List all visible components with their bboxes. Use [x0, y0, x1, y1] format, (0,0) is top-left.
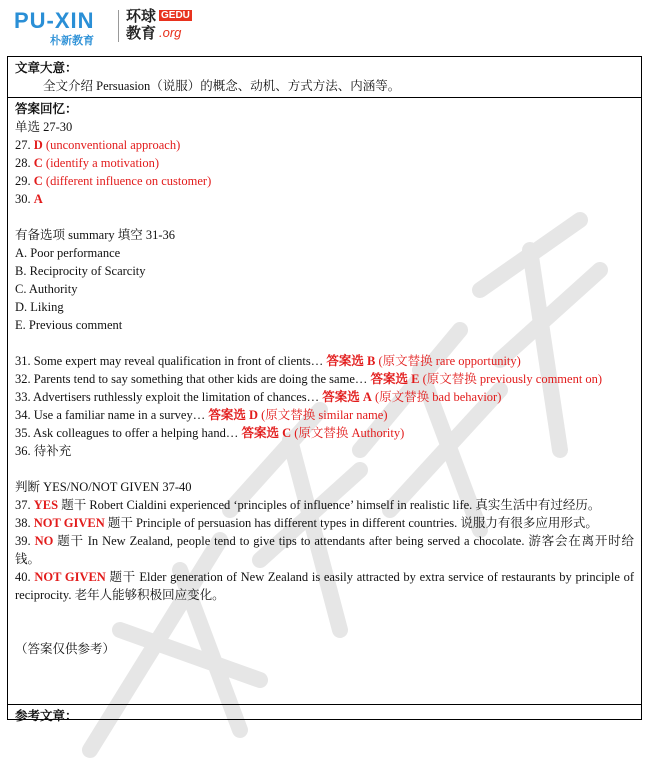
answer-document: [7, 56, 642, 723]
option-item: E. Previous comment: [15, 318, 123, 332]
summary-fill-title: 有备选项 summary 填空 31-36: [15, 228, 176, 242]
tf-text: 题干 Robert Cialdini experienced ‘principles of influence’ himself in realistic life. 真实生活中有过经历。: [58, 498, 601, 512]
option-item: D. Liking: [15, 300, 64, 314]
mc-num: 27.: [15, 138, 34, 152]
mc-answer: C: [33, 174, 43, 188]
fill-note: (原文替换 previously comment on): [419, 372, 603, 386]
tf-answer: YES: [33, 498, 59, 512]
fill-note: (原文替换 rare opportunity): [375, 354, 521, 368]
fill-note: (原文替换 Authority): [291, 426, 405, 440]
fill-item: [15, 424, 634, 442]
tf-num: 40.: [15, 570, 35, 584]
tf-text: 题干 Principle of persuasion has different types in different countries. 说服力有很多应用形式。: [104, 516, 598, 530]
gedu-badge: GEDU: [161, 10, 190, 21]
summary-text: 全文介绍 Persuasion（说服）的概念、动机、方式方法、内涵等。: [43, 79, 401, 93]
mc-title: 单选 27-30: [15, 120, 73, 134]
fill-answer: 答案选 B: [326, 354, 376, 368]
mc-num: 30.: [15, 192, 34, 206]
fill-item: [15, 442, 634, 460]
mc-item: [15, 190, 634, 208]
answers-heading: 答案回忆：: [15, 102, 78, 116]
fill-answer: 答案选 C: [241, 426, 292, 440]
tf-item: [15, 568, 634, 604]
fill-answer: 答案选 E: [370, 372, 420, 386]
puxin-logo-subtext: 朴新教育: [50, 34, 94, 47]
mc-item: [15, 172, 634, 190]
option-item: C. Authority: [15, 282, 78, 296]
fill-question: 36. 待补充: [15, 444, 72, 458]
fill-answer: 答案选 D: [208, 408, 258, 422]
tf-answer: NOT GIVEN: [34, 570, 106, 584]
tf-title: 判断 YES/NO/NOT GIVEN 37-40: [15, 480, 192, 494]
reference-heading: 参考文章：: [15, 709, 78, 723]
fill-item: [15, 370, 634, 388]
fill-question: 35. Ask colleagues to offer a helping hand…: [15, 426, 242, 440]
tf-item: [15, 496, 634, 514]
option-item: A. Poor performance: [15, 246, 121, 260]
mc-answer: A: [33, 192, 43, 206]
huanqiu-logo-text: [126, 8, 156, 42]
mc-answer: D: [33, 138, 43, 152]
tf-item: [15, 514, 634, 532]
tf-answer: NO: [34, 534, 54, 548]
tf-num: 39.: [15, 534, 35, 548]
puxin-logo-text: PU-XIN: [14, 8, 95, 33]
mc-item: [15, 136, 634, 154]
mc-answer: C: [33, 156, 43, 170]
summary-section: [8, 57, 641, 98]
fill-question: 33. Advertisers ruthlessly exploit the limitation of chances…: [15, 390, 323, 404]
option-item: B. Reciprocity of Scarcity: [15, 264, 146, 278]
fill-note: (原文替换 bad behavior): [371, 390, 502, 404]
logo-divider: [118, 10, 119, 42]
mc-note: (different influence on customer): [42, 174, 212, 188]
mc-num: 29.: [15, 174, 34, 188]
answers-section: [8, 98, 641, 705]
jiaoyu-text: 教育: [126, 24, 157, 42]
mc-note: (unconventional approach): [42, 138, 181, 152]
tf-answer: NOT GIVEN: [33, 516, 105, 530]
fill-note: (原文替换 similar name): [258, 408, 388, 422]
tf-text: 题干 Elder generation of New Zealand is easily attracted by extra service of restaurants by principle of reciprocity. 老年人能够积极回应变化。: [15, 570, 634, 602]
org-text: .org: [159, 25, 182, 40]
tf-num: 37.: [15, 498, 34, 512]
fill-item: [15, 352, 634, 370]
summary-heading: 文章大意：: [15, 61, 78, 75]
mc-note: (identify a motivation): [42, 156, 160, 170]
fill-question: 31. Some expert may reveal qualification in front of clients…: [15, 354, 327, 368]
reference-section: [8, 705, 641, 727]
answer-note: （答案仅供参考）: [15, 642, 116, 656]
huanqiu-text: 环球: [126, 7, 157, 25]
fill-item: [15, 406, 634, 424]
mc-num: 28.: [15, 156, 34, 170]
fill-question: 34. Use a familiar name in a survey…: [15, 408, 209, 422]
tf-num: 38.: [15, 516, 34, 530]
brand-logo: [14, 7, 274, 47]
fill-question: 32. Parents tend to say something that other kids are doing the same…: [15, 372, 371, 386]
mc-item: [15, 154, 634, 172]
tf-item: [15, 532, 634, 568]
fill-item: [15, 388, 634, 406]
fill-answer: 答案选 A: [322, 390, 372, 404]
tf-text: 题干 In New Zealand, people tend to give tips to attendants after being served a chocolate. 游客会在离开时给钱。: [15, 534, 635, 566]
